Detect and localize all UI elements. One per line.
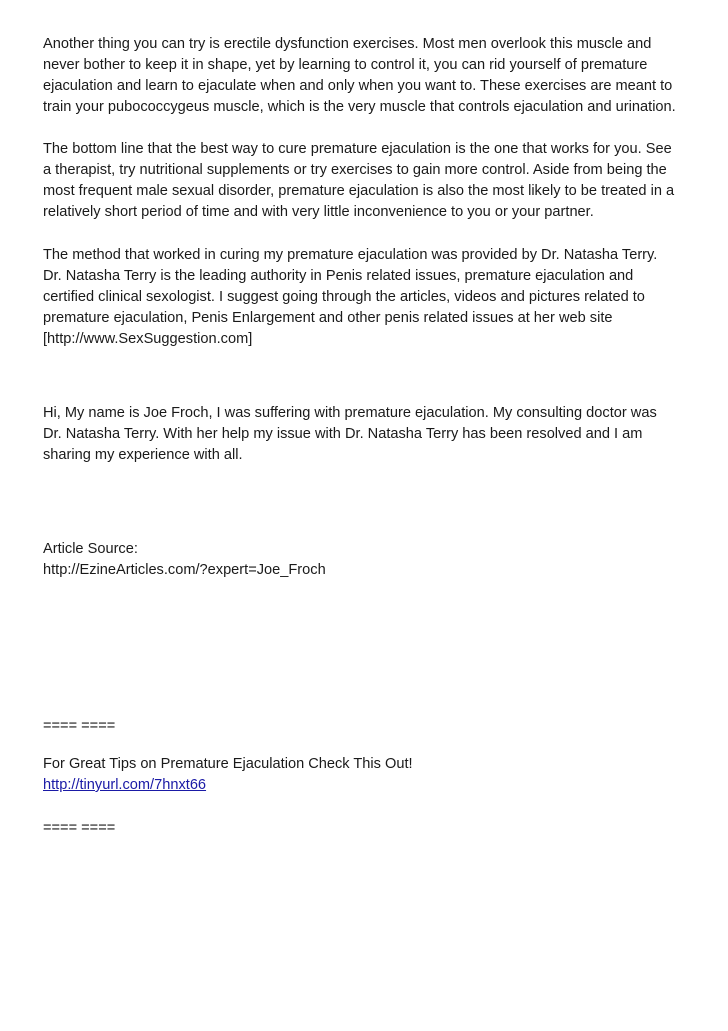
paragraph-bottom-line: [43, 139, 693, 223]
article-source-url: http://EzineArticles.com/?expert=Joe_Froch: [43, 562, 326, 578]
promo-link-line: [43, 775, 693, 796]
article-source: [43, 539, 693, 581]
text-line: ejaculation and learn to ejaculate when and only when you want to. These exercises are meant to: [43, 78, 673, 94]
separator-text: ==== ====: [43, 718, 116, 734]
paragraph-erectile-exercises: [43, 34, 693, 118]
separator-top: [43, 716, 693, 737]
text-line: train your pubococcygeus muscle, which is the very muscle that controls ejaculation and urination.: [43, 99, 676, 115]
text-line: sharing my experience with all.: [43, 447, 243, 463]
paragraph-method: [43, 245, 693, 350]
promo-text: For Great Tips on Premature Ejaculation Check This Out!: [43, 756, 413, 772]
text-line: never bother to keep it in shape, yet by learning to control it, you can rid yourself of premature: [43, 57, 648, 73]
author-bio: [43, 403, 693, 466]
text-line: premature ejaculation, Penis Enlargement and other penis related issues at her web site: [43, 310, 613, 326]
article-source-label: Article Source:: [43, 541, 138, 557]
text-line: a therapist, try nutritional supplements or try exercises to gain more control. Aside from being the: [43, 162, 667, 178]
text-line: most frequent male sexual disorder, premature ejaculation is also the most likely to be treated in a: [43, 183, 675, 199]
text-line: relatively short period of time and with very little inconvenience to you or your partner.: [43, 204, 594, 220]
text-line: Another thing you can try is erectile dysfunction exercises. Most men overlook this muscle and: [43, 36, 652, 52]
promo-link[interactable]: http://tinyurl.com/7hnxt66: [43, 777, 207, 793]
text-line: [http://www.SexSuggestion.com]: [43, 331, 253, 347]
text-line: Dr. Natasha Terry is the leading authority in Penis related issues, premature ejaculation and: [43, 268, 634, 284]
text-line: certified clinical sexologist. I suggest going through the articles, videos and pictures related to: [43, 289, 645, 305]
promo-section: [43, 754, 693, 796]
text-line: Hi, My name is Joe Froch, I was suffering with premature ejaculation. My consulting doctor was: [43, 405, 657, 421]
text-line: Dr. Natasha Terry. With her help my issue with Dr. Natasha Terry has been resolved and I am: [43, 426, 643, 442]
separator-text: ==== ====: [43, 820, 116, 836]
text-line: The bottom line that the best way to cure premature ejaculation is the one that works for you. See: [43, 141, 672, 157]
text-line: The method that worked in curing my premature ejaculation was provided by Dr. Natasha Terry.: [43, 247, 658, 263]
separator-bottom: [43, 818, 693, 839]
